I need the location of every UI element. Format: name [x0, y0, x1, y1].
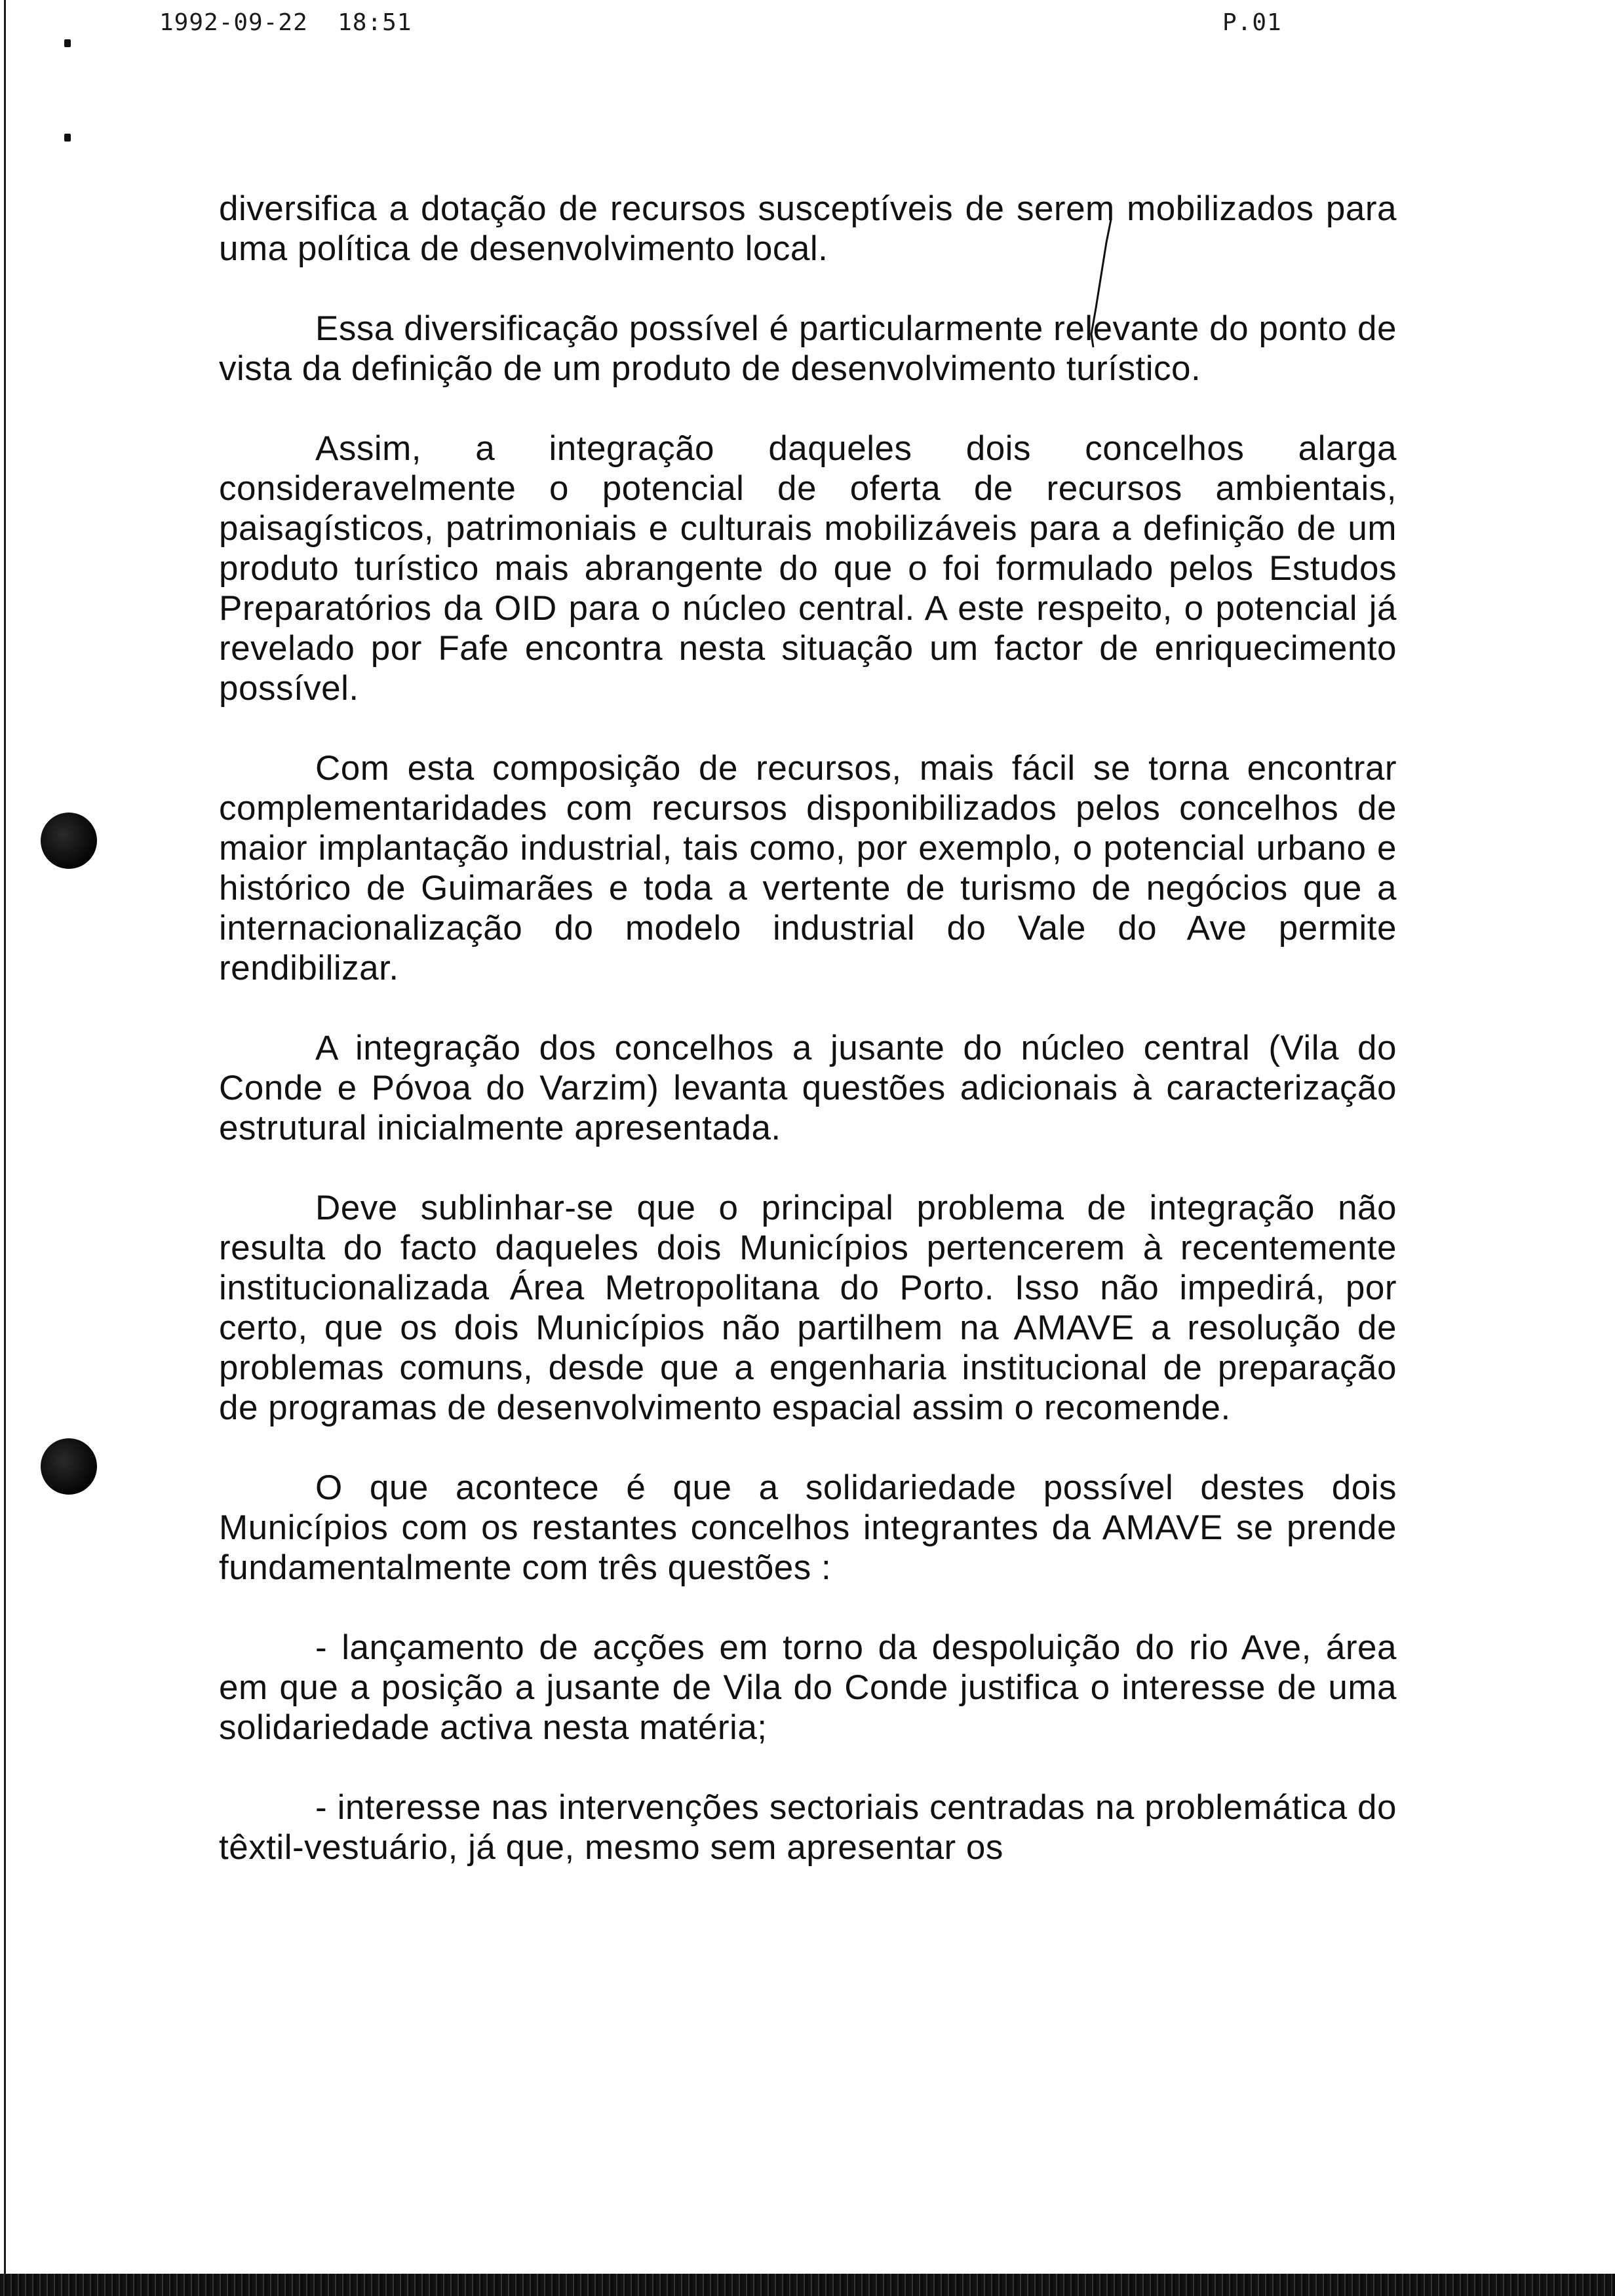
margin-mark: [64, 39, 71, 47]
paragraph: Assim, a integração daqueles dois concelhos alarga consideravelmente o potencial de oferta de recursos ambientais, paisagísticos, patrimoniais e culturais mobilizáveis para a definição de um produto turístico mais abrangente do que o foi formulado pelos Estudos Preparatórios da OID para o núcleo central. A este respeito, o potencial já revelado por Fafe encontra nesta situação um factor de enriquecimento possível.: [219, 429, 1397, 708]
paragraph: Deve sublinhar-se que o principal problema de integração não resulta do facto daqueles dois Municípios pertencerem à recentemente institucionalizada Área Metropolitana do Porto. Isso não impedirá, por certo, que os dois Municípios não partilhem na AMAVE a resolução de problemas comuns, desde que a engenharia institucional de preparação de programas de desenvolvimento espacial assim o recomende.: [219, 1189, 1397, 1427]
fax-timestamp: 1992-09-22 18:51: [159, 9, 412, 36]
list-item-paragraph: - interesse nas intervenções sectoriais centradas na problemática do têxtil-vestuário, já que, mesmo sem apresentar os: [219, 1788, 1397, 1867]
fax-page-number: P.01: [1222, 9, 1282, 36]
document-body: [219, 189, 1397, 1907]
scan-bottom-band: [0, 2274, 1615, 2296]
paragraph: O que acontece é que a solidariedade possível destes dois Municípios com os restantes concelhos integrantes da AMAVE se prende fundamentalmente com três questões :: [219, 1468, 1397, 1587]
punch-hole: [41, 1438, 97, 1495]
list-item-paragraph: - lançamento de acções em torno da despoluição do rio Ave, área em que a posição a jusante de Vila do Conde justifica o interesse de uma solidariedade activa nesta matéria;: [219, 1628, 1397, 1747]
punch-hole: [41, 813, 97, 869]
paragraph: Essa diversificação possível é particularmente relevante do ponto de vista da definição de um produto de desenvolvimento turístico.: [219, 309, 1397, 388]
paragraph: Com esta composição de recursos, mais fácil se torna encontrar complementaridades com recursos disponibilizados pelos concelhos de maior implantação industrial, tais como, por exemplo, o potencial urbano e histórico de Guimarães e toda a vertente de turismo de negócios que a internacionalização do modelo industrial do Vale do Ave permite rendibilizar.: [219, 749, 1397, 987]
paragraph: diversifica a dotação de recursos susceptíveis de serem mobilizados para uma política de desenvolvimento local.: [219, 189, 1397, 268]
margin-mark: [64, 134, 71, 142]
paragraph: A integração dos concelhos a jusante do núcleo central (Vila do Conde e Póvoa do Varzim) levanta questões adicionais à caracterização estrutural inicialmente apresentada.: [219, 1029, 1397, 1147]
left-edge-rule: [4, 0, 6, 2274]
